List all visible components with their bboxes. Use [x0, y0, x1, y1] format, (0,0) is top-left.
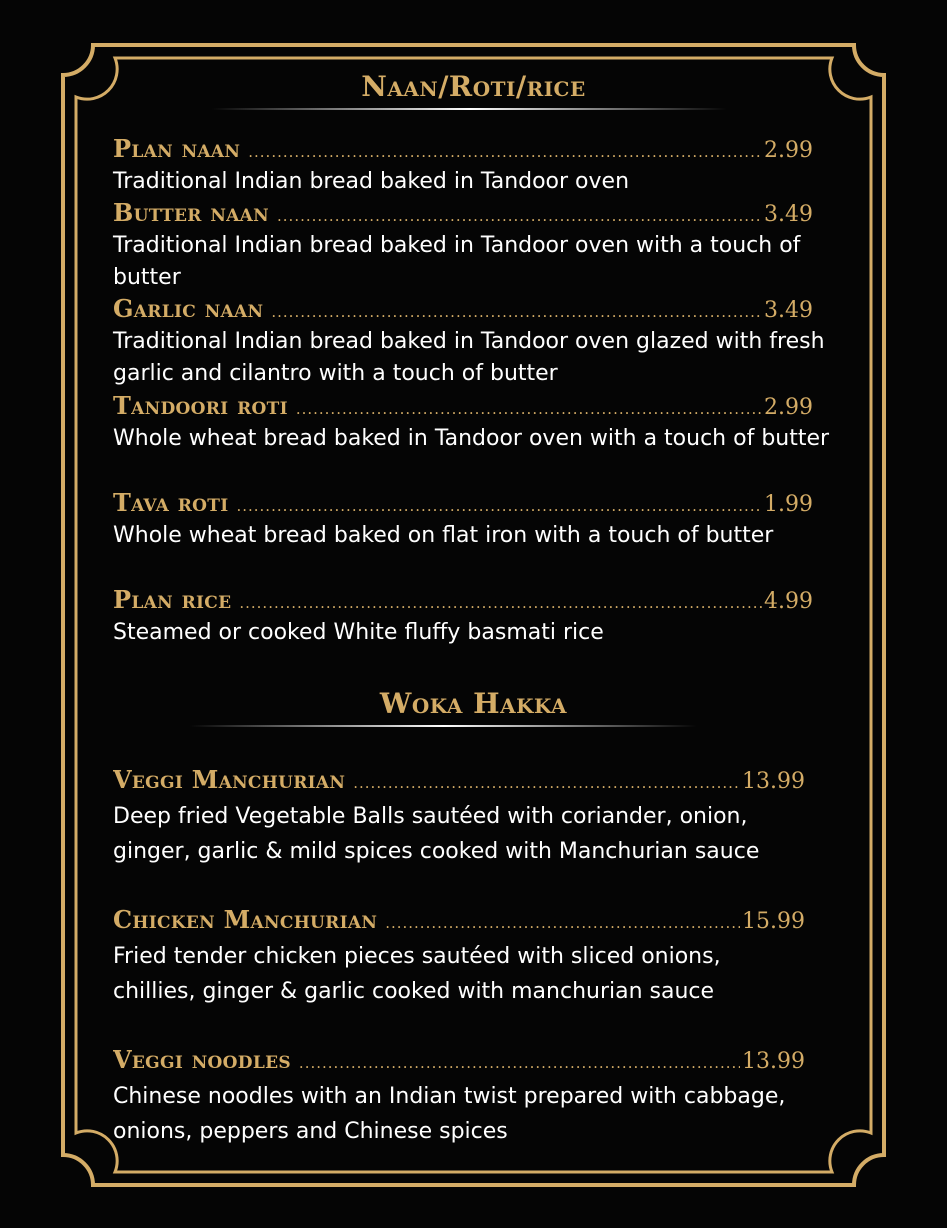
item-description: Traditional Indian bread baked in Tandoor oven: [113, 169, 630, 194]
dot-leader: [353, 774, 740, 792]
item-name: Tava roti: [113, 488, 229, 517]
menu-item: [113, 1045, 843, 1149]
menu-item: [113, 391, 843, 455]
dot-leader: [296, 400, 762, 418]
item-description: Fried tender chicken pieces sautéed with sliced onions, chillies, ginger & garlic cooked with manchurian sauce: [113, 944, 721, 1004]
item-description: Traditional Indian bread baked in Tandoor oven glazed with fresh garlic and cilantro with a touch of butter: [113, 329, 825, 386]
menu-item: [113, 294, 843, 390]
item-description: Traditional Indian bread baked in Tandoor oven with a touch of butter: [113, 233, 801, 290]
item-price: 4.99: [764, 589, 813, 614]
item-description: Whole wheat bread baked on flat iron with a touch of butter: [113, 523, 774, 548]
item-price: 3.49: [764, 298, 813, 323]
item-price: 13.99: [742, 769, 805, 794]
dot-leader: [299, 1054, 740, 1072]
item-price: 3.49: [764, 202, 813, 227]
dot-leader: [271, 303, 762, 321]
item-description: Steamed or cooked White fluffy basmati rice: [113, 620, 604, 645]
section-title: Naan/Roti/rice: [361, 70, 586, 103]
dot-leader: [385, 914, 740, 932]
item-price: 1.99: [764, 492, 813, 517]
menu-item: [113, 905, 843, 1009]
menu-item: [113, 765, 843, 869]
item-name: Butter naan: [113, 198, 270, 227]
item-name: Chicken Manchurian: [113, 905, 378, 934]
item-name: Plan naan: [113, 134, 241, 163]
item-name: Veggi Manchurian: [113, 765, 346, 794]
item-name: Garlic naan: [113, 294, 264, 323]
dot-leader: [239, 594, 762, 612]
dot-leader: [236, 497, 762, 515]
item-description: Deep fried Vegetable Balls sautéed with coriander, onion, ginger, garlic & mild spices cooked with Manchurian sauce: [113, 804, 760, 864]
menu-item: [113, 134, 843, 198]
item-price: 2.99: [764, 138, 813, 163]
item-description: Whole wheat bread baked in Tandoor oven with a touch of butter: [113, 426, 830, 451]
item-name: Veggi noodles: [113, 1045, 291, 1074]
item-price: 15.99: [742, 909, 805, 934]
section-title: Woka Hakka: [379, 687, 568, 720]
item-name: Plan rice: [113, 585, 232, 614]
item-price: 2.99: [764, 395, 813, 420]
item-description: Chinese noodles with an Indian twist prepared with cabbage, onions, peppers and Chinese spices: [113, 1084, 786, 1144]
dot-leader: [248, 143, 762, 161]
menu-item: [113, 488, 843, 552]
menu-item: [113, 585, 843, 649]
item-price: 13.99: [742, 1049, 805, 1074]
section-divider: [190, 725, 697, 727]
item-name: Tandoori roti: [113, 391, 288, 420]
section-divider: [212, 108, 727, 110]
dot-leader: [277, 207, 762, 225]
menu-item: [113, 198, 843, 294]
